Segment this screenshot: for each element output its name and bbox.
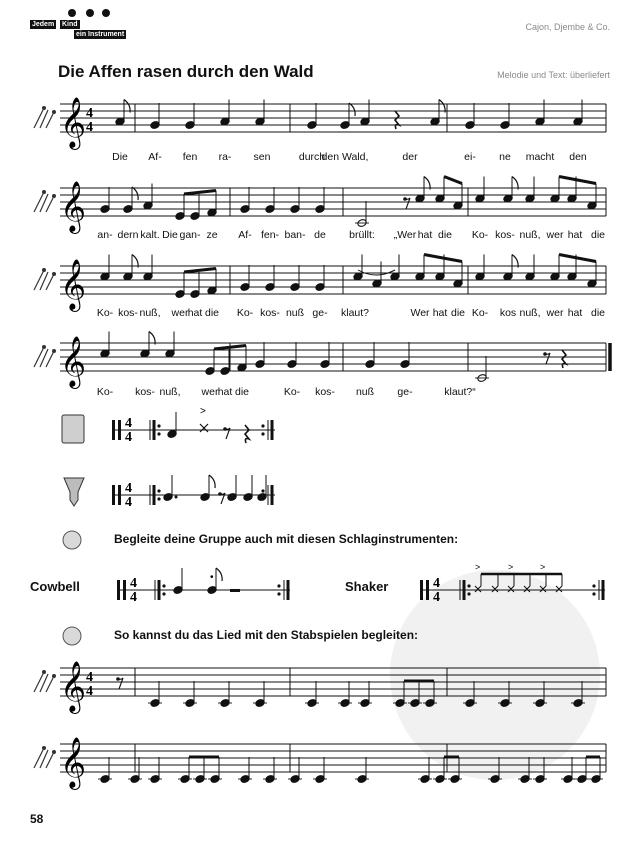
lyric-syllable: wer — [546, 307, 564, 319]
perc-clef — [118, 420, 121, 440]
lyric-syllable: Ko- — [96, 307, 114, 319]
mallet-icon — [34, 748, 54, 768]
mallet-icon — [34, 672, 54, 692]
lyric-syllable: wer — [546, 229, 564, 241]
lyric-syllable: ge- — [397, 386, 413, 398]
dot — [175, 496, 178, 499]
mallet-head-icon — [52, 110, 56, 114]
lyric-syllable: nuß, — [519, 307, 541, 319]
series-name: Cajon, Djembe & Co. — [525, 22, 610, 32]
lyric-syllable: dern — [117, 229, 139, 241]
lyric-syllable: der — [402, 151, 418, 163]
mallet-head-icon — [52, 674, 56, 678]
treble-clef: 𝄞 — [60, 259, 87, 310]
logo-word: Kind — [62, 21, 78, 28]
lyric-syllable: nuß — [355, 386, 375, 398]
lyric-syllable: Ko- — [471, 229, 489, 241]
repeat-dot — [261, 489, 264, 492]
time-sig-bottom: 4 — [125, 430, 132, 445]
lyric-syllable: sen — [253, 151, 271, 163]
time-sig-bottom: 4 — [125, 495, 132, 510]
lyric-syllable: Ko- — [236, 307, 254, 319]
perc-clef — [118, 485, 121, 505]
lyric-syllable: wer — [201, 386, 219, 398]
lyric-syllable: Af- — [238, 229, 252, 241]
note-beam — [559, 255, 596, 262]
slur — [358, 270, 395, 275]
lyric-syllable: Die — [112, 151, 128, 163]
lyric-syllable: Die — [162, 229, 178, 241]
song-title: Die Affen rasen durch den Wald — [58, 62, 314, 81]
lyric-syllable: die — [450, 307, 466, 319]
note-flag — [216, 568, 222, 581]
mallet-icon — [34, 347, 54, 367]
x-note — [524, 586, 530, 592]
lyric-syllable: die — [590, 307, 606, 319]
eighth-rest — [118, 678, 123, 689]
quarter-rest — [395, 111, 399, 129]
lyric-syllable: klaut?“ — [444, 386, 476, 398]
accent-mark: > — [475, 562, 481, 572]
quarter-rest — [562, 350, 566, 368]
x-note — [200, 424, 208, 432]
lyric-syllable: an- — [97, 229, 113, 241]
mallet-head-icon — [52, 272, 56, 276]
lyric-syllable: Af- — [148, 151, 162, 163]
mallet-icon — [34, 270, 54, 290]
time-sig-bottom: 4 — [130, 590, 137, 605]
lyric-syllable: kos- — [260, 307, 280, 319]
lyric-syllable: ne — [499, 151, 511, 163]
treble-clef: 𝄞 — [60, 336, 87, 387]
page-number: 58 — [30, 812, 44, 826]
lyric-syllable: die — [234, 386, 250, 398]
lyric-syllable: den Wald, — [321, 151, 369, 163]
x-note — [492, 586, 498, 592]
lyric-syllable: Ko- — [96, 386, 114, 398]
x-note — [540, 586, 546, 592]
repeat-dot — [467, 592, 470, 595]
repeat-dot — [157, 489, 160, 492]
lyric-syllable: Wer — [410, 307, 430, 319]
accent-mark: > — [540, 562, 546, 572]
note-beam — [444, 177, 462, 184]
lyric-syllable: kos- — [495, 229, 515, 241]
lyric-syllable: die — [437, 229, 453, 241]
lyric-syllable: ge- — [312, 307, 328, 319]
lyric-syllable: nuß, — [519, 229, 541, 241]
mallet-head-icon — [52, 750, 56, 754]
lyric-syllable: Ko- — [283, 386, 301, 398]
time-sig-top: 4 — [433, 576, 440, 591]
note-beam — [184, 269, 216, 273]
lyric-syllable: nuß, — [139, 307, 161, 319]
lyric-syllable: ze — [206, 229, 218, 241]
time-sig-top: 4 — [86, 670, 93, 685]
mallet-head-icon — [42, 268, 46, 272]
staccato: • — [210, 572, 214, 583]
lyric-syllable: brüllt: — [349, 229, 375, 241]
repeat-dot — [157, 432, 160, 435]
accent-mark: > — [508, 562, 514, 572]
time-sig-bottom: 4 — [433, 590, 440, 605]
shaker-label: Shaker — [345, 579, 389, 594]
lyric-syllable: kalt. — [140, 229, 160, 241]
lyric-syllable: ban- — [284, 229, 306, 241]
lyric-syllable: ei- — [464, 151, 476, 163]
mallet-head-icon — [52, 349, 56, 353]
logo-word: ein — [76, 31, 87, 38]
mallet-icon — [34, 108, 54, 128]
perc-clef — [420, 580, 423, 600]
djembe-icon — [64, 478, 84, 506]
lyric-syllable: wer — [171, 307, 189, 319]
percussion-instruction: Begleite deine Gruppe auch mit diesen Schlaginstrumenten: — [114, 532, 459, 546]
repeat-dot — [162, 584, 165, 587]
perc-clef — [112, 420, 115, 440]
x-note — [556, 586, 562, 592]
lyric-syllable: fen — [182, 151, 198, 163]
mallet-head-icon — [42, 190, 46, 194]
half-rest — [230, 589, 240, 592]
lyric-syllable: kos- — [315, 386, 335, 398]
lyric-syllable: ra- — [218, 151, 232, 163]
repeat-dot — [277, 592, 280, 595]
repeat-dot — [157, 497, 160, 500]
quarter-rest — [245, 425, 249, 443]
lyric-syllable: „Wer — [393, 229, 417, 241]
lyric-syllable: die — [204, 307, 220, 319]
mallet-head-icon — [42, 746, 46, 750]
x-note — [475, 586, 481, 592]
note-beam — [184, 191, 216, 195]
perc-clef — [112, 485, 115, 505]
treble-clef: 𝄞 — [60, 181, 87, 232]
mallet-head-icon — [42, 106, 46, 110]
note-flag — [132, 187, 138, 200]
children-icon — [63, 531, 81, 549]
treble-clef: 𝄞 — [60, 661, 87, 712]
repeat-dot — [467, 584, 470, 587]
lyric-syllable: kos — [499, 307, 517, 319]
lyric-syllable: hat — [187, 307, 203, 319]
lyric-syllable: hat — [417, 229, 433, 241]
lyric-syllable: de — [314, 229, 326, 241]
repeat-dot — [157, 424, 160, 427]
lyric-syllable: macht — [525, 151, 555, 163]
lyric-syllable: nuß, — [159, 386, 181, 398]
lyric-syllable: den — [569, 151, 587, 163]
accent-mark: > — [200, 406, 206, 417]
note-beam — [424, 255, 462, 262]
stabspiele-instruction: So kannst du das Lied mit den Stabspielen begleiten: — [114, 628, 419, 642]
eighth-rest — [405, 198, 410, 209]
logo-word: Jedem — [32, 21, 55, 28]
lyric-syllable: fen- — [260, 229, 280, 241]
perc-clef — [123, 580, 126, 600]
lyric-syllable: klaut? — [340, 307, 370, 319]
lyric-syllable: kos- — [118, 307, 138, 319]
lyric-syllable: nuß — [285, 307, 305, 319]
lyric-syllable: die — [590, 229, 606, 241]
note-flag — [209, 475, 215, 488]
lyric-syllable: kos- — [135, 386, 155, 398]
logo-word: Instrument — [88, 31, 125, 38]
treble-clef: 𝄞 — [60, 737, 87, 788]
time-sig-top: 4 — [125, 416, 132, 431]
mallet-icon — [34, 192, 54, 212]
mallet-head-icon — [42, 670, 46, 674]
eighth-rest — [545, 353, 550, 364]
time-sig-bottom: 4 — [86, 684, 93, 699]
children-icon — [63, 627, 81, 645]
cowbell-label: Cowbell — [30, 579, 80, 594]
time-sig-top: 4 — [125, 481, 132, 496]
repeat-dot — [261, 432, 264, 435]
lyric-syllable: hat — [567, 229, 583, 241]
mallet-head-icon — [52, 194, 56, 198]
note-flag — [349, 103, 355, 116]
lyric-syllable: hat — [432, 307, 448, 319]
cajon-icon — [62, 415, 84, 443]
eighth-rest — [220, 493, 225, 504]
repeat-dot — [592, 592, 595, 595]
time-sig-bottom: 4 — [86, 120, 93, 135]
lyric-syllable: hat — [567, 307, 583, 319]
perc-clef — [426, 580, 429, 600]
time-sig-top: 4 — [86, 106, 93, 121]
x-note — [508, 586, 514, 592]
lyric-syllable: durch — [298, 151, 326, 163]
lyric-syllable: hat — [217, 386, 233, 398]
mallet-head-icon — [42, 345, 46, 349]
note-beam — [214, 346, 246, 350]
song-credit: Melodie und Text: überliefert — [497, 70, 610, 80]
repeat-dot — [592, 584, 595, 587]
eighth-rest — [225, 428, 230, 439]
lyric-syllable: Ko- — [471, 307, 489, 319]
note-beam — [559, 177, 596, 184]
repeat-dot — [261, 424, 264, 427]
perc-clef — [117, 580, 120, 600]
repeat-dot — [162, 592, 165, 595]
repeat-dot — [277, 584, 280, 587]
treble-clef: 𝄞 — [60, 97, 87, 148]
time-sig-top: 4 — [130, 576, 137, 591]
lyric-syllable: gan- — [179, 229, 201, 241]
